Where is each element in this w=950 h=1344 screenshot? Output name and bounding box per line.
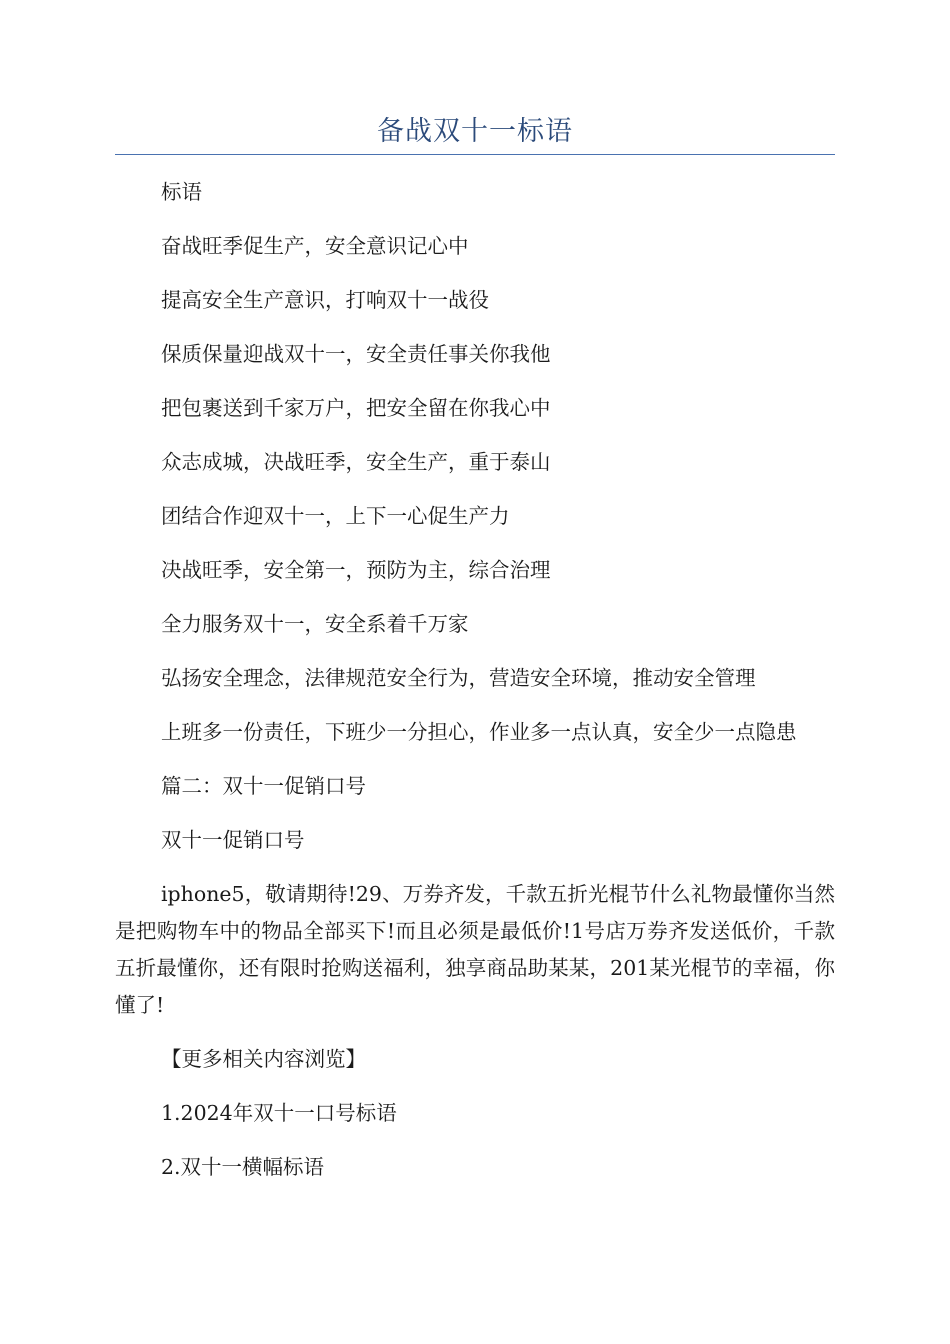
slogan-line: 提高安全生产意识，打响双十一战役 bbox=[161, 288, 489, 312]
promo-paragraph: iphone5，敬请期待!29、万券齐发，千款五折光棍节什么礼物最懂你当然是把购物车中的物品全部买下!而且必须是最低价!1号店万券齐发送低价，千款五折最懂你，还有限时抢购送福利，独享商品助某某，201某光棍节的幸福，你懂了! bbox=[115, 882, 835, 1017]
slogan-line: 弘扬安全理念，法律规范安全行为，营造安全环境，推动安全管理 bbox=[161, 666, 756, 690]
title-underline bbox=[115, 154, 835, 155]
related-content-heading: 【更多相关内容浏览】 bbox=[161, 1047, 366, 1071]
slogan-line: 保质保量迎战双十一，安全责任事关你我他 bbox=[161, 342, 551, 366]
slogan-line: 决战旺季，安全第一，预防为主，综合治理 bbox=[161, 558, 551, 582]
section-heading: 篇二：双十一促销口号 bbox=[161, 774, 366, 798]
slogan-line: 团结合作迎双十一，上下一心促生产力 bbox=[161, 504, 510, 528]
document-body bbox=[115, 174, 835, 1203]
slogan-line: 上班多一份责任，下班少一分担心，作业多一点认真，安全少一点隐患 bbox=[161, 720, 797, 744]
document-title: 备战双十一标语 bbox=[377, 116, 573, 147]
slogan-line: 把包裹送到千家万户，把安全留在你我心中 bbox=[161, 396, 551, 420]
slogan-line: 众志成城，决战旺季，安全生产，重于泰山 bbox=[161, 450, 551, 474]
related-link[interactable]: 2.双十一横幅标语 bbox=[161, 1155, 325, 1179]
subsection-heading: 双十一促销口号 bbox=[161, 828, 305, 852]
slogan-line: 全力服务双十一，安全系着千万家 bbox=[161, 612, 469, 636]
slogan-line: 奋战旺季促生产，安全意识记心中 bbox=[161, 234, 469, 258]
paragraph-heading: 标语 bbox=[161, 180, 202, 204]
related-link[interactable]: 1.2024年双十一口号标语 bbox=[161, 1101, 397, 1125]
